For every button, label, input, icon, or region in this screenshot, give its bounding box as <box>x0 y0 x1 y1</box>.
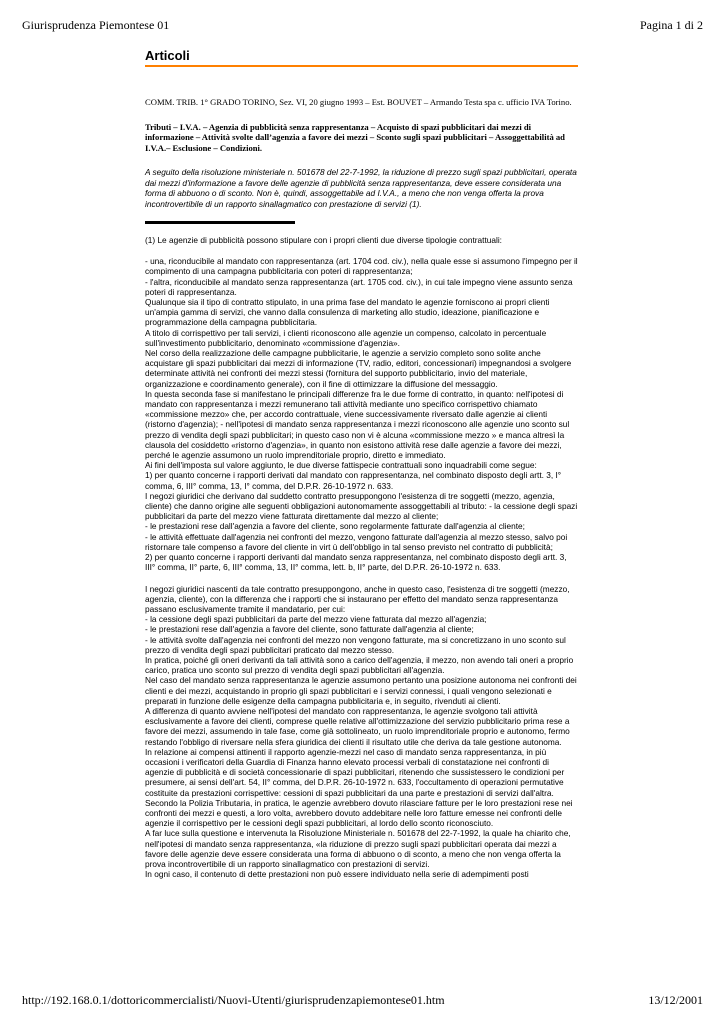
footnote-paragraph-1: - una, riconducibile al mandato con rappresentanza (art. 1704 cod. civ.), nella quale esse si assumono l'impegno per il compimento di una campagna pubblicitaria con poteri di rappresentanza; - l'altra, riconducibile al mandato senza rappresentanza (art. 1705 cod. civ.), in cui tale impegno viene assunto senza poteri di rappresentanza. Qualunque sia il tipo di contratto stipulato, in una prima fase del mandato le agenzie forniscono ai propri clienti un'ampia gamma di servizi, che vanno dalla consulenza di marketing allo studio, ideazione, pianificazione e programmazione della campagna pubblicitaria. A titolo di corrispettivo per tali servizi, i clienti riconoscono alle agenzie un compenso, calcolato in percentuale sull'investimento pubblicitario, denominato «commissione d'agenzia». Nel corso della realizzazione delle campagne pubblicitarie, le agenzie a servizio completo sono solite anche acquistare gli spazi pubblicitari dai mezzi di informazione (TV, radio, editori, concessionari) impegnandosi a svolgere determinate attività nei confronti dei mezzi stessi (fornitura del supporto pubblicitario, invio del materiale, organizzazione e coordinamento generale), con il fine di ottimizzare la diffusione del messaggio. In questa seconda fase si manifestano le principali differenze fra le due forme di contratto, in quanto: nell'ipotesi di mandato con rappresentanza i mezzi remunerano tali attività mediante uno specifico corrispettivo chiamato «commissione mezzo» che, per accordo contrattuale, viene successivamente riversato dalle agenzie ai clienti (ristorno d'agenzia); - nell'ipotesi di mandato senza rappresentanza i mezzi riconoscono alle agenzie uno sconto sul prezzo di vendita degli spazi pubblicitari; in questo caso non vi è alcuna «commissione mezzo » e manca altresì la clausola del cosiddetto «ristorno d'agenzia», in quanto non esistono attività rese dalle agenzie a favore dei mezzi, perché le agenzie assumono un ruolo imprenditoriale proprio, diretto e immediato. Ai fini dell'imposta sul valore aggiunto, le due diverse fattispecie contrattuali sono inquadrabili come segue: 1) per quanto concerne i rapporti derivati dal mandato con rappresentanza, nel combinato disposto degli artt. 3, I° comma, 6, III° comma, 13, I° comma, del D.P.R. 26-10-1972 n. 633. I negozi giuridici che derivano dal suddetto contratto presuppongono l'esistenza di tre soggetti (mezzo, agenzia, cliente) che danno origine alle seguenti obbligazioni autonomamente assoggettabili al tributo: - la cessione degli spazi pubblicitari da parte del mezzo viene fatturata direttamente dal mezzo al cliente; - le prestazioni rese dall'agenzia a favore del cliente, sono regolarmente fatturate dall'agenzia al cliente; - le attività effettuate dall'agenzia nei confronti del mezzo, vengono fatturate dall'agenzia al mezzo stesso, salvo poi ristornare tale compenso a favore del cliente in virt ù dell'obbligo in tal senso previsto nel contratto di pubblicità; 2) per quanto concerne i rapporti derivanti dal mandato senza rappresentanza, nel combinato disposto degli artt. 3, III° comma, II° parte, 6, III° comma, 13, II° comma, lett. b, II° parte, del D.P.R. 26-10-1972 n. 633. <box>145 256 578 573</box>
footer-date: 13/12/2001 <box>648 993 703 1007</box>
header-page-number: Pagina 1 di 2 <box>640 18 703 32</box>
article-body <box>145 48 578 879</box>
footer-url: http://192.168.0.1/dottoricommercialisti/Nuovi-Utenti/giurisprudenzapiemontese01.htm <box>22 993 445 1007</box>
footnote-intro: (1) Le agenzie di pubblicità possono stipulare con i propri clienti due diverse tipologie contrattuali: <box>145 235 502 245</box>
footnote-paragraph-2: I negozi giuridici nascenti da tale contratto presuppongono, anche in questo caso, l'esistenza di tre soggetti (mezzo, agenzia, cliente), con la differenza che i rapporti che si instaurano per effetto del mandato senza rappresentanza passano esclusivamente tramite il mandatario, per cui: - la cessione degli spazi pubblicitari da parte del mezzo viene fatturata dal mezzo all'agenzia; - le prestazioni rese dall'agenzia a favore del cliente, sono fatturate dall'agenzia al cliente; - le attività svolte dall'agenzia nei confronti del mezzo non vengono fatturate, ma si concretizzano in uno sconto sul prezzo di vendita degli spazi pubblicitari praticato dal mezzo stesso. In pratica, poiché gli oneri derivanti da tali attività sono a carico dell'agenzia, il mezzo, non avendo tali oneri a proprio carico, pratica uno sconto sul prezzo di vendita degli spazi pubblicitari all'agenzia. Nel caso del mandato senza rappresentanza le agenzie assumono pertanto una posizione autonoma nei confronti dei clienti e dei mezzi, acquistando in proprio gli spazi pubblicitari e i servizi connessi, i quali vengono selezionati e preparati in funzione delle esigenze della campagna pubblicitaria e, in seguito, rivenduti ai clienti. A differenza di quanto avviene nell'ipotesi del mandato con rappresentanza, le agenzie svolgono tali attività esclusivamente a favore dei clienti, comprese quelle relative all'ottimizzazione del servizio pubblicitario prima rese a favore dei mezzi, assumendo in tale fase, come già sottolineato, un ruolo imprenditoriale proprio e autonomo, fermo restando l'obbligo di riversare nella sfera giuridica dei clienti il risultato utile che deriva da tale gestione autonoma. In relazione ai compensi attinenti il rapporto agenzie-mezzi nel caso di mandato senza rappresentanza, in più occasioni i verificatori della Guardia di Finanza hanno elevato processi verbali di constatazione nei confronti di agenzie di pubblicità e di società concessionarie di spazi pubblicitari, ritenendo che sussistessero le condizioni per presumere, ai sensi dell'art. 54, II° comma, del D.P.R. 26-10-1972 n. 633, l'occultamento di operazioni permutative costituite da prestazioni corrispettive: cessioni di spazi pubblicitari da una parte e prestazioni di servizi dall'altra. Secondo la Polizia Tributaria, in pratica, le agenzie avrebbero dovuto rilasciare fatture per le loro prestazioni rese nei confronti dei mezzi e questi, a loro volta, avrebbero dovuto addebitare nelle loro fatture emesse nei confronti delle agenzie il corrispettivo per le cessioni degli spazi pubblicitari, al lordo dello sconto riconosciuto. A far luce sulla questione e intervenuta la Risoluzione Ministeriale n. 501678 del 22-7-1992, la quale ha chiarito che, nell'ipotesi di mandato senza rappresentanza, «la riduzione di prezzo sugli spazi pubblicitari operata dai mezzi a favore delle agenzie deve essere considerata una forma di abbuono o di sconto, a meno che non venga offerta la prova incontrovertibile di un rapporto sinallagmatico con prestazioni di servizi. In ogni caso, il contenuto di dette prestazioni non può essere individuato nella serie di adempimenti posti <box>145 583 577 880</box>
case-subject: Tributi – I.V.A. – Agenzia di pubblicità senza rappresentanza – Acquisto di spazi pubblicitari dai mezzi di informazione – Attività svolte dall’agenzia a favore dei mezzi – Sconto sugli spazi pubblicitari – Assoggettabilità ad I.V.A.– Esclusione – Condizioni. <box>145 121 565 153</box>
section-title: Articoli <box>145 48 578 67</box>
header-publication-title: Giurisprudenza Piemontese 01 <box>22 18 170 32</box>
footnote <box>145 235 578 879</box>
separator-rule <box>145 221 295 224</box>
case-reference: COMM. TRIB. 1° GRADO TORINO, Sez. VI, 20 giugno 1993 – Est. BOUVET – Armando Testa spa c. ufficio IVA Torino. <box>145 97 572 107</box>
case-maxim: A seguito della risoluzione ministeriale n. 501678 del 22-7-1992, la riduzione di prezzo sugli spazi pubblicitari, operata dai mezzi d'informazione a favore delle agenzie di pubblicità senza rappresentanza, deve essere considerata una forma di abbuono o di sconto. Non è, quindi, assoggettabile ad I.V.A., a meno che non venga offerta la prova incontrovertibile di un rapporto sinallagmatico con prestazione di servizi (1). <box>145 167 577 209</box>
